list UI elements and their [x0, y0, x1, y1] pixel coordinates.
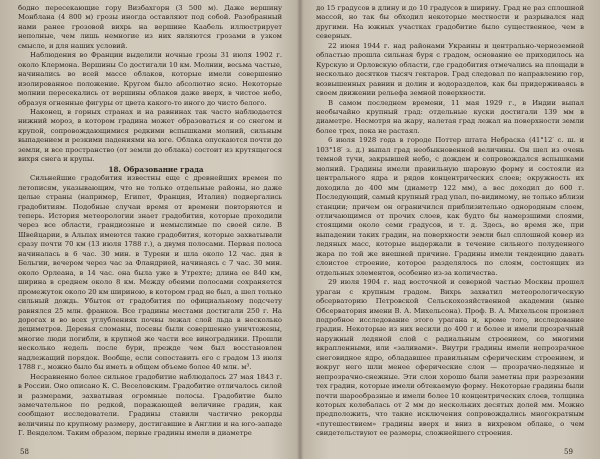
paragraph: бодно пересекающие гору Визбахгорн (3 500 м). Даже вершину Монблана (4 800 м) грозы иногда оставляют под собой. Разобранный нами ранее грозовой вихрь на вершине Каабель иллюстрирует неполные, чем лишь немногие из них являются грозами в узком смысле, и для наших условий. — [18, 4, 282, 50]
paragraph: Несравненно более сильное градобитие наблюдалось 27 мая 1843 г. в России. Оно описано К. С. Веселовским. Градобитие отличалось силой и размерами, захватывая огромные полосы. Градобитие было замечательное по редкой, поражающей величине градин, как сообщают исследователи. Градины ставили частично рекорды величины по крупному размеру, достигавшие в Англии и на юго-западе Г. Венделом. Таким образом, первые градины имели в диаметре — [18, 372, 282, 438]
paragraph: В самом последнем времени, 11 мая 1929 г., в Индии выпал необычайно крупный град: отдельные куски достигали 139 мм в диаметре. Несмотря на жару, налетая град лежал на поверхности земли более трех, пока не растаял. — [316, 98, 584, 135]
right-page-text — [316, 4, 584, 439]
paragraph: Наблюдения во Франции выделили ночные грозы 31 июля 1902 г. около Клермона. Вершины Со достигали 10 км. Молнии, весьма частые, начинались во всей массе облаков, которые имели совершенно изолированное положение. Кругом было абсолютно ясно. Некоторые молнии пересекались от вершины облаков даже вверх, в чистое небо, образуя огненные фигуры от цвета какого-то иного до чисто белого. — [18, 51, 282, 107]
section-heading: 18. Образование града — [108, 164, 204, 174]
paragraph: 29 июля 1904 г. над восточной и северной частью Москвы прошел ураган с крупным градом. Вихрь захватил метеорологическую обсерваторию Петровской Сельскохозяйственной академии (ныне Обсерватория имени В. А. Михельсона). Проф. В. А. Михельсон произвел подробное исследование этого урагана и, кроме того, исследование градин. Некоторые из них весили до 400 г и более и имели прозрачный наружный ледяной слой с радиальным строением, со многими вкрапленными, или «заливами». Внутри градины имели непрозрачное снеговидное ядро, обладавшее правильным сферическим строением, и вокруг него шли менее сферические слои — прозрачно-ледяные и непрозрачно-снежные. Эти слои хорошо были заметны при разрезании тех градин, которые имели обтекаемую форму. Некоторые градины были почти шарообразные и имели более 10 концентрических слоев, толщина которых колебалась от 2 мм до нескольких десятых долей мм. Можно предположить, что такие исключения сопровождались многократным «путешествием» градины вверх и вниз в вихревом облаке, о чем свидетельствуют ее размеры, сложнейшего строения. — [316, 278, 584, 438]
paragraph: до 15 градусов в длину и до 10 градусов в ширину. Град не раз сплошной массой, но так бы обходил некоторые местности и разрывался над другими. На южных участках градобитие было существенное, чем в северных. — [316, 4, 584, 41]
page-number-right: 59 — [564, 448, 573, 456]
paragraph: Наконец, в горных странах и на равнинах так часто наблюдается нижний мороз, в котором градина может образоваться и со снегом и крупой, сопровождающимися редкими вспышками молний, сильным выпадением и резкими падениями на юге. Облака опускаются почти до земли, и все пространство (от земли до облака) состоит из крутящегося вихря снега и крупы. — [18, 107, 282, 164]
right-page — [302, 0, 600, 459]
left-page-text — [18, 4, 282, 439]
paragraph: 22 июня 1944 г. над районами Украины и центрально-черноземной областью прошла сильная буря с градом, основание ее приходилось на Курскую и Орловскую области, где градобития отмечались на площади в несколько десятков тысяч гектаров. Град следовал по направлению гор, возвышенных равнин и долин и водоразделов, как бы придерживаясь в своем движении рельефа земной поверхности. — [316, 41, 584, 98]
page-number-left: 58 — [20, 448, 29, 456]
left-page — [0, 0, 298, 459]
paragraph: Сильнейшие градобития известны еще с древнейших времен по летописям, указывающим, что не только отдельные районы, но даже целые страны (например, Египет, Франция, Италия) подвергались градобитиям. Подобные случаи время от времени повторяются и теперь. История метеорологии знает градобития, которые проходили через все области, грандиозные и немыслимые по своей силе. В Швейцарии, в Альпах имеются такие градобития, которые захватывали сразу почти 70 км (13 июля 1788 г.), а двумя полосами. Первая полоса начиналась в 6 час. 30 мин. в Турени и шла около 12 час. дня в Бельгии, вечером через час за Фландрией, начинаясь с 7 час. 30 мин. около Орлеана, в 14 час. она была уже в Утрехте; длина ее 840 км, ширина в среднем около 8 км. Между обеими полосами сохраняется промежуток около 20 км шириною, в котором град не был, а шел только сильный дождь. Убыток от градобития по официальному подсчету равнялся 25 млн. франков. Все градины местами достигали 250 г. На дорогах и во всех углублениях почвы лежал слой льда в несколько дециметров. Деревья сломаны, посевы были совершенно уничтожены, многие люди погибли, в крупной же части все виноградники. Прошли несколько недель после бури, прежде чем был восстановлен надлежащий порядок. Вообще, если сопоставить его с градом 13 июля 1788 г., можно было бы иметь в общем объеме более 40 млн. м³. — [18, 174, 282, 372]
paragraph: 6 июля 1928 года в городе Поттер штата Небраска (41°12′ с. ш. и 103°18′ з. д.) выпал град необыкновенной величины. Он шел из очень темной тучи, закрывшей небо, с дождем и сопровождался вспышками молний. Градины имели правильную шаровую форму и состояли из центрального ядра и рядов концентрических слоев; окружность их доходила до 400 мм (диаметр 122 мм), а вес доходил до 600 г. Последующий, самый крупный град упал, по-видимому, не только вблизи станции; причем он ограничился приблизительно однородным слоем, отличающимся от прочих слоев, как будто бы намерзшими слоями, стоящими около семи градусов, и т. д. Здесь, во время же, при выпадении таких градин, на поверхности земли был сплошной ковер из ледяных масс, которые выдержали в течение сильного полуденного жара по той же внешней причине. Градины имели тенденцию давать слоистое строение, которое разделялось по слоям, состоящих из отдельных элементов, особенно из-за количества. — [316, 136, 584, 277]
